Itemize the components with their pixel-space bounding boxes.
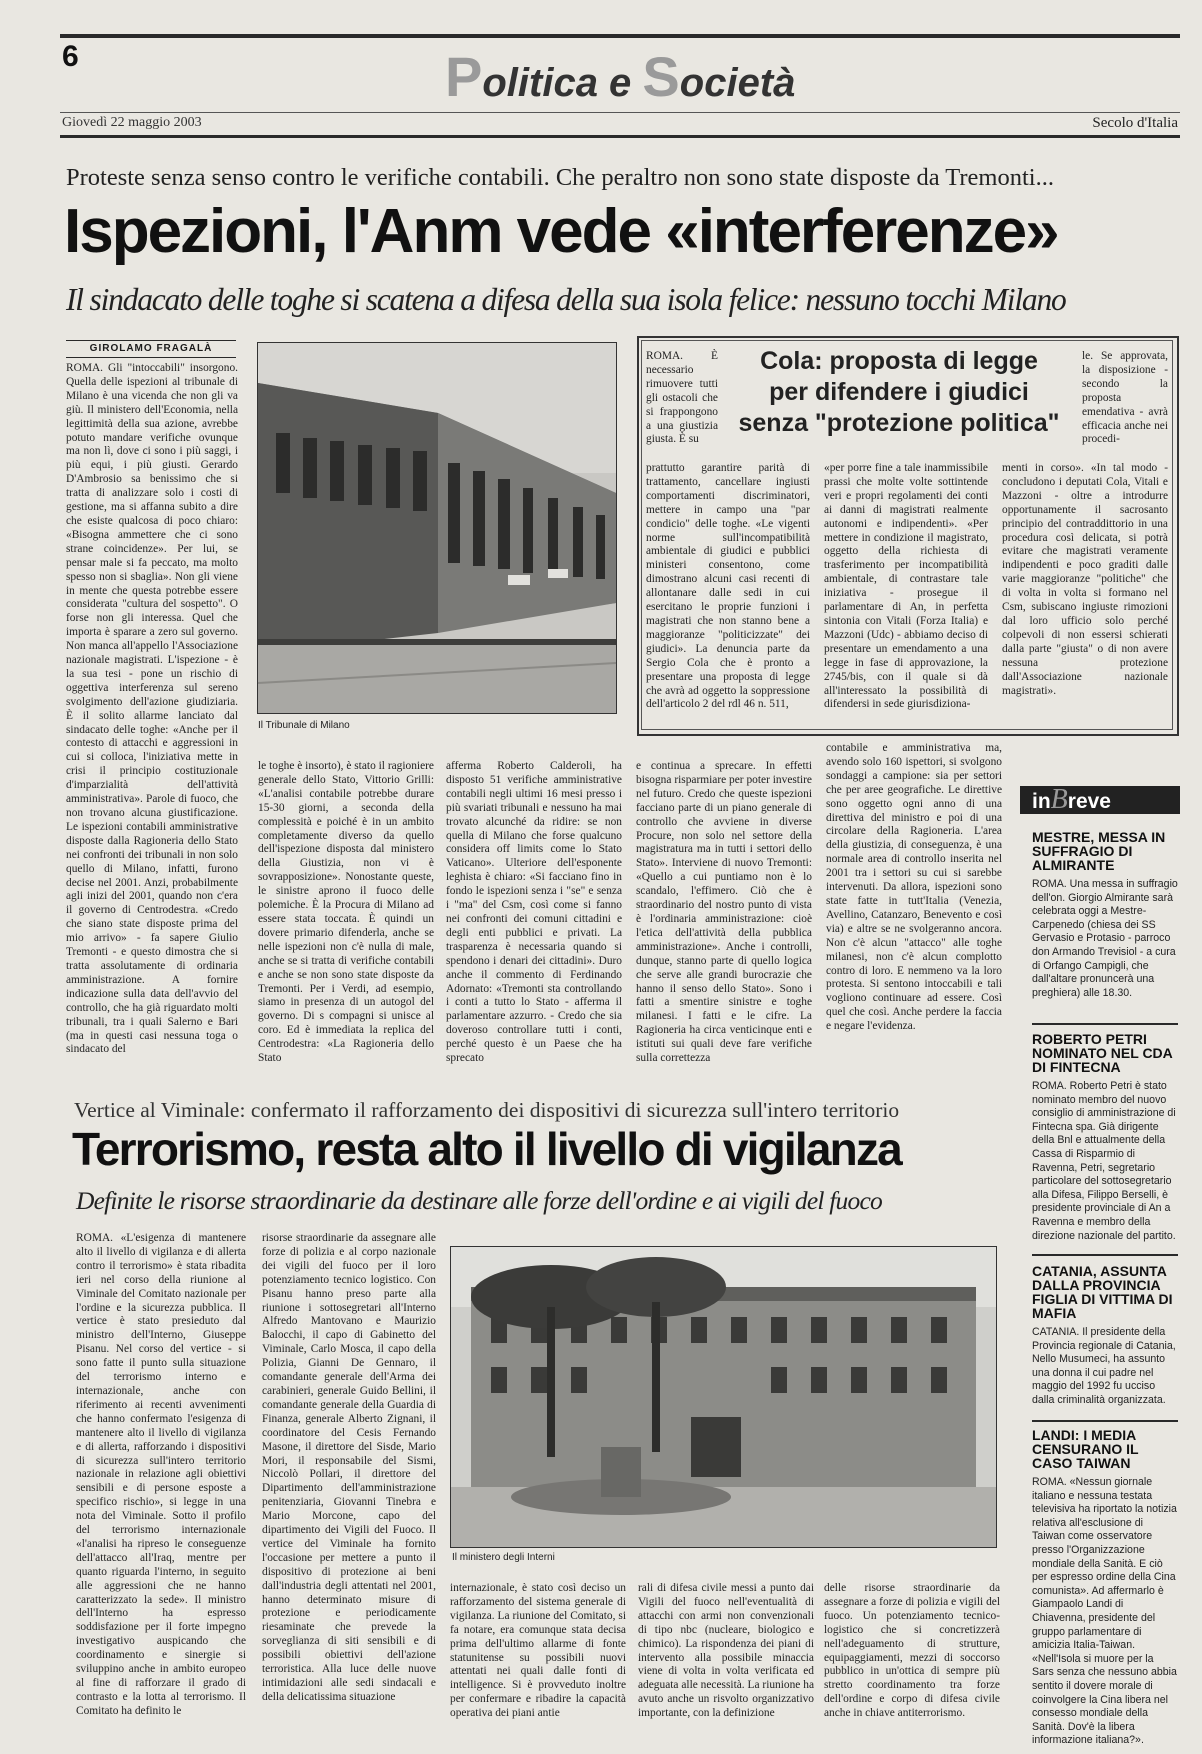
article2-column-2: risorse straordinarie da assegnare alle forze di polizia e al corpo nazionale dei vigili del fuoco per il loro potenziamento tecnico logistico. Con Pisanu hanno preso parte alla riunione i sottosegretari all'Interno Alfredo Mantovano e Maurizio Balocchi, il capo di Gabinetto del Viminale, Carlo Mosca, il capo della Polizia, Gianni De Gennaro, il comandante generale dell'Arma dei carabinieri, generale Guido Bellini, il comandante generale della Guardia di Finanza, generale Alberto Zignani, il coordinatore del Cesis Fernando Masone, il direttore del Sisde, Mario Mori, il responsabile del Sismi, Niccolò Pollari, il direttore del Dipartimento dell'amministrazione penitenziaria, Giovanni Tinebra e Mario Morcone, capo del dipartimento dei Vigili del Fuoco. Il vertice del Viminale ha fornito l'occasione per mettere a punto il dispositivo di protezione ai beni dall'industria degli attentati nel 2001, hanno determinato misure di protezione e periodicamente riesaminate che prevede la sorveglianza di siti sensibili e di possibili obiettivi dell'azione terroristica. Alla luce delle nuove intimidazioni alle sedi sindacali e della delicatissima situazione bbox=[262, 1232, 436, 1703]
article2-column-3: internazionale, è stato così deciso un rafforzamento del sistema generale di vigilanza. La riunione del Comitato, si fa notare, era comunque stata decisa prima dell'ultimo allarme di fonte statunitense su possibili nuovi attentati nei quali dalle fonti di intelligence. Si è provveduto inoltre per confermare e ribadire la capacità operativa dei piani antie bbox=[450, 1582, 626, 1720]
breve-item-4-title: LANDI: I MEDIA CENSURANO IL CASO TAIWAN bbox=[1032, 1427, 1139, 1471]
article1-column-5: contabile e amministrativa ma, avendo solo 160 ispettori, si svolgono sondaggi a campione: sia per settori che per aree geografiche. Le direttive sono oggetto ogni anno di una direttiva del ministro e poi di una circolare della Ragioneria. L'area della giustizia, di conseguenza, è una normale area di controllo inserita nel 2001 tra i settori su cui si sarebbe intervenuti. Da allora, ispezioni sono state fatte in tutt'Italia (Venezia, Avellino, Catanzaro, Benevento e così via) e altre se ne svolgeranno ancora. Non c'è alcun "attacco" alle toghe milanesi, non c'è alcun complotto contro di loro. E nemmeno va la loro protesta. Si sentono intoccabili e tali vogliono continuare ad essere. Così quel che così. Anche perdere la faccia e negare l'evidenza. bbox=[826, 742, 1002, 1033]
article2-subheadline: Definite le risorse straordinarie da destinare alle forze dell'ordine e ai vigili del fuoco bbox=[76, 1186, 882, 1215]
section-title bbox=[445, 44, 795, 109]
in-breve-logo-in: in bbox=[1032, 790, 1051, 813]
photo-ministero-interni bbox=[450, 1246, 997, 1548]
article1-column-4: e continua a sprecare. In effetti bisogna risparmiare per poter investire nel futuro. Credo che queste ispezioni facciano parte di un piano generale di controllo che avviene in diverse Procure, non solo nel settore della magistratura ma in tutti i settori dello Stato». Interviene di nuovo Tremonti: «Quello a cui puntiamo non è lo scandalo, l'effimero. Ciò che è straordinario del nostro punto di vista è l'ordinaria amministrazione: cioè l'etica dell'attività della pubblica amministrazione». Anche i controlli, dunque, stanno parte di quello logica che serve alle grandi burocrazie che hanno il senso dello Stato». Sono i fatti a smentire sinistre e toghe milanesi. I fatti e le cifre. La Ragioneria ha circa venticinque enti e istituti sui quali deve fare verifiche sulla correttezza bbox=[636, 760, 812, 1065]
cola-box-column-1: prattutto garantire parità di trattamento, cancellare ingiusti comportamenti discriminatori, mettere in campo una "par condicio" delle toghe. «Le vigenti norme sull'incompatibilità ambientale di giudici e pubblici ministeri consentono, come dimostrano alcuni casi recenti di allontanare dalle sedi in cui esercitano le proprie funzioni i magistrati che non stanno bene a maggioranze "politicizzate" dei giudici». La denuncia parte da Sergio Cola che è pronto a presentare una proposta di legge che avrà ad oggetto la soppressione dell'articolo 2 del rdl 46 n. 511, bbox=[646, 462, 810, 711]
article2-column-1: ROMA. «L'esigenza di mantenere alto il livello di vigilanza e di allerta contro il terrorismo» è stata ribadita ieri nel corso della riunione al Viminale del Comitato nazionale per l'ordine e la sicurezza pubblica. Il vertice è stato presieduto dal ministro dell'Interno, Giuseppe Pisanu. Nel corso del vertice - si sono fatte il punto sulla situazione del terrorismo interno e internazionale, anche con riferimento ai recenti avvenimenti che hanno confermato l'esigenza di mantenere alto il livello di vigilanza e di allerta, rafforzando i dispositivi di sicurezza sull'intero territorio nazionale in relazione agli obiettivi sensibili e di persone esposte a specifico rischio», si legge in una nota del Viminale. Sotto il profilo del terrorismo internazionale «l'analisi ha ripreso le conseguenze dell'attacco all'Iraq, mentre per quanto riguarda l'interno, in seguito alle aggressioni che ne hanno caratterizzato la sede». Il ministro dell'Interno ha espresso soddisfazione per il forte impegno investigativo auspicando che coordinamento e sinergie si sviluppino anche in ambito europeo al fine di rafforzare il grado di contrasto e la lotta al terrorismo. Il Comitato ha definito le bbox=[76, 1232, 246, 1717]
cola-headline-line-2: per difendere i giudici bbox=[769, 378, 1029, 406]
byline: GIROLAMO FRAGALÀ bbox=[89, 343, 213, 354]
cola-box-left-intro: ROMA. È necessario rimuovere tutti gli ostacoli che si frappongono a una giustizia giusta. È su bbox=[646, 350, 718, 446]
article1-subheadline: Il sindacato delle toghe si scatena a difesa della sua isola felice: nessuno tocchi Milano bbox=[66, 282, 1066, 317]
cola-box-column-2: «per porre fine a tale inammissibile prassi che molte volte sottintende veri e propri regolamenti dei conti ai danni di magistrati realmente autonomi e indipendenti». «Per mettere in condizione il magistrato, oggetto della richiesta di trasferimento per incompatibilità ambientale, di contrastare tale iniziativa - prosegue il parlamentare di An, in perfetta sintonia con Vitali (Forza Italia) e Mazzoni (Udc) - abbiamo deciso di presentare un emendamento a una legge in fase di approvazione, la 2745/bis, con il quale si dà all'interessato la possibilità di difendersi in sede giurisdiziona- bbox=[824, 462, 988, 711]
breve-item-1-title: MESTRE, MESSA IN SUFFRAGIO DI ALMIRANTE bbox=[1032, 829, 1166, 873]
section-initial-p: P bbox=[445, 45, 483, 108]
byline-rule-bottom bbox=[66, 357, 236, 358]
breve-item-2-text: ROMA. Roberto Petri è stato nominato membro del nuovo consiglio di amministrazione di Fintecna spa. Già dirigente della Bnl e attualmente della Cassa di Risparmio di Ravenna, Petri, segretario particolare del sottosegretario alla Difesa, Filippo Berselli, è presidente provinciale di An a Ravenna e membro della direzione nazionale del partito. bbox=[1032, 1080, 1176, 1242]
in-breve-logo-reve: reve bbox=[1067, 790, 1111, 813]
article1-headline: Ispezioni, l'Anm vede «interferenze» bbox=[64, 197, 1058, 266]
article2-kicker: Vertice al Viminale: confermato il rafforzamento dei dispositivi di sicurezza sull'intero territorio bbox=[74, 1098, 900, 1122]
article1-column-1: ROMA. Gli "intoccabili" insorgono. Quella delle ispezioni al tribunale di Milano è una vicenda che non gli va giù. Il ministero dell'Economia, nella legittimità della sua azione, avrebbe potuto mandare verifiche ovunque ma non lì, dove ci sono i più saggi, i più equi, i più giusti. Gerardo D'Ambrosio sa benissimo che si tratta di analizzare solo i costi di gestione, ma si affanna subito a dire che esiste qualcosa di poco chiaro: «Bisogna ammettere che ci sono strane coincidenze». Per lui, se pensar male si fa peccato, ma molto spesso non si sbaglia». Non gli viene in mente che questa potrebbe essere considerata "cultura del sospetto". O forse non gli interessa. Quel che importa è sparare a zero sul governo. Non manca all'appello l'Associazione nazionale magistrati. L'ispezione - è la sua tesi - pone un rischio di oggettiva interferenza sul sereno svolgimento dell'azione giudiziaria. È il solito allarme lanciato dal sindacato delle toghe: «Anche per il contesto di attacchi e aggressioni in cui si colloca, l'iniziativa mette in crisi il principio costituzionale d'imparzialità dell'attività amministrativa». Parole di fuoco, che non trovano alcuna giustificazione. Le ispezioni contabili amministrative disposte dalla Ragioneria dello Stato nei confronti dei tribunali in non solo quello di Milano, infatti, furono decise nel 2001. Anzi, probabilmente agli inizi del 2001, quando non c'era il governo di Centrodestra. «Credo che siano state disposte prima del mio arrivo» - fa sapere Giulio Tremonti - e questo dimostra che si tratta assolutamente di ordinaria amministrazione. A fornire indicazione sulla data dell'avvio del controllo, che ha già riguardato molti tribunali, tra i quali Salerno e Bari (ma in questi casi nessuna toga o sindacato del bbox=[66, 362, 238, 1056]
photo-caption-ministero: Il ministero degli Interni bbox=[452, 1552, 555, 1563]
photo-caption-tribunale: Il Tribunale di Milano bbox=[258, 720, 350, 731]
photo-tribunale-milano bbox=[257, 342, 617, 714]
article1-kicker: Proteste senza senso contro le verifiche contabili. Che peraltro non sono state disposte da Tremonti... bbox=[66, 164, 1054, 191]
breve-item-1 bbox=[1032, 830, 1178, 1000]
breve-divider-1 bbox=[1032, 1023, 1178, 1025]
tribunale-building-image bbox=[258, 343, 616, 713]
breve-divider-3 bbox=[1032, 1420, 1178, 1422]
cola-box-headline bbox=[722, 346, 1076, 439]
cola-headline-line-3: senza "protezione politica" bbox=[738, 409, 1060, 437]
issue-date: Giovedì 22 maggio 2003 bbox=[62, 115, 202, 130]
cola-box-column-3: menti in corso». «In tal modo - concludono i deputati Cola, Vitali e Mazzoni - oltre a introdurre opportunamente il sacrosanto principio del contraddittorio in una procedura così delicata, si potrà evitare che magistrati veramente indipendenti e poco graditi dalle varie maggioranze "politiche" che di volta in volta si formano nel Csm, subiscano ingiuste rimozioni dal loro ufficio solo perché colpevoli di non essersi schierati dalla parte "giusta" o di non avere nessuna protezione dall'Associazione nazionale magistrati». bbox=[1002, 462, 1168, 697]
cola-headline-line-1: Cola: proposta di legge bbox=[760, 347, 1038, 375]
article2-headline: Terrorismo, resta alto il livello di vigilanza bbox=[72, 1123, 901, 1175]
breve-item-1-text: ROMA. Una messa in suffragio dell'on. Giorgio Almirante sarà celebrata oggi a Mestre-Carpenedo (chiesa dei SS Gervasio e Protasio - parroco don Armando Trevisiol - a cura di Orfango Campigli, che dall'altare pronuncerà una preghiera) alle 18.30. bbox=[1032, 878, 1178, 999]
article1-column-3: afferma Roberto Calderoli, ha disposto 51 verifiche amministrative contabili negli ultimi 16 mesi presso i più svariati tribunali e nessuno ha mai trovato alcunché da ridire: se non quella di Milano che forse qualcuno considera off limits come lo Stato Vaticano». Ulteriore dell'esponente leghista è chiaro: «Si facciano fino in fondo le ispezioni senza i "se" e senza i "ma" del Csm, così come si fanno nei confronti dei comuni cittadini e degli enti pubblici e privati. La trasparenza è necessaria quando si spendono i denari dei cittadini». Duro anche il commento di Ferdinando Adornato: «Tremonti sta controllando i conti a tutto lo Stato - afferma il parlamentare azzurro. - Credo che sia doveroso controllare tutti i conti, perché questo è un Paese che ha sprecato bbox=[446, 760, 622, 1065]
header-top-rule bbox=[60, 34, 1180, 38]
breve-item-2-title: ROBERTO PETRI NOMINATO NEL CDA DI FINTECNA bbox=[1032, 1031, 1173, 1075]
section-text-1: olitica e bbox=[482, 61, 643, 105]
breve-item-3-title: CATANIA, ASSUNTA DALLA PROVINCIA FIGLIA DI VITTIMA DI MAFIA bbox=[1032, 1263, 1173, 1321]
section-initial-s: S bbox=[642, 45, 680, 108]
breve-item-2 bbox=[1032, 1032, 1178, 1243]
newspaper-name: Secolo d'Italia bbox=[1092, 115, 1178, 131]
header-bottom-rule bbox=[60, 135, 1180, 138]
byline-rule-top bbox=[66, 340, 236, 341]
section-text-2: ocietà bbox=[679, 61, 796, 105]
cola-box-right-intro: le. Se approvata, la disposizione - secondo la proposta emendativa - avrà efficacia anche nei procedi- bbox=[1082, 350, 1168, 446]
breve-item-3 bbox=[1032, 1264, 1178, 1408]
in-breve-logo-b: B bbox=[1050, 784, 1068, 815]
ministero-building-image bbox=[451, 1247, 996, 1547]
page-number: 6 bbox=[62, 40, 79, 73]
article1-column-2: le toghe è insorto), è stato il ragioniere generale dello Stato, Vittorio Grilli: «L'analisi contabile potrebbe durare 15-30 giorni, a seconda della complessità e poiché è in un ambito completamente diverso da quello dell'ispezione disposta dal ministero della Giustizia, non vi è sovrapposizione». Nonostante queste, le sinistre aprono il fuoco delle polemiche. È la Procura di Milano ad essere stata toccata. È quindi un dovere primario difenderla, anche se nelle ispezioni non c'è nulla di male, anche se si tratta di verifiche contabili e anche se non sono state disposte da Tremonti. Per i Verdi, ad esempio, siamo in presenza di un autogol del governo. Di s compagni si unisce al coro. Ed è immediata la replica del Centrodestra: «La Ragioneria dello Stato bbox=[258, 760, 434, 1065]
breve-item-3-text: CATANIA. Il presidente della Provincia regionale di Catania, Nello Musumeci, ha assunto una donna il cui padre nel maggio del 1992 fu ucciso dalla criminalità organizzata. bbox=[1032, 1326, 1176, 1406]
breve-divider-2 bbox=[1032, 1254, 1178, 1256]
article2-column-4: rali di difesa civile messi a punto dai Vigili del fuoco nell'eventualità di attacchi con armi non convenzionali di tipo nbc (nucleare, biologico e chimico). La rispondenza dei piani di intervento alla possibile minaccia viene di volta in volta verificata ed adeguata alle necessità. La riunione ha avuto anche un risvolto organizzativo importante, con la definizione bbox=[638, 1582, 814, 1720]
breve-item-4-text: ROMA. «Nessun giornale italiano e nessuna testata televisiva ha riportato la notizia relativa all'esclusione di Taiwan come osservatore presso l'Organizzazione mondiale della Sanità. E ciò per espresso ordine della Cina comunista». Ad affermarlo è Giampaolo Landi di Chiavenna, presidente del gruppo parlamentare di amicizia Italia-Taiwan. «Nell'Isola si muore per la Sars senza che nessuno abbia sentito il dovere morale di coinvolgere la Cina libera nel consesso mondiale della Sanità. Dov'è la libera informazione italiana?». bbox=[1032, 1476, 1177, 1747]
article2-column-5: delle risorse straordinarie da assegnare a forze di polizia e vigili del fuoco. Un potenziamento tecnico-logistico che si concretizzerà nell'adeguamento di strutture, equipaggiamenti, mezzi di soccorso pubblico in un'ottica di sempre più stretto coordinamento tra forze dell'ordine e corpo di difesa civile anche in chiave antiterrorismo. bbox=[824, 1582, 1000, 1720]
header-mid-rule bbox=[60, 112, 1180, 113]
in-breve-logo bbox=[1020, 786, 1180, 814]
breve-item-4 bbox=[1032, 1428, 1178, 1748]
